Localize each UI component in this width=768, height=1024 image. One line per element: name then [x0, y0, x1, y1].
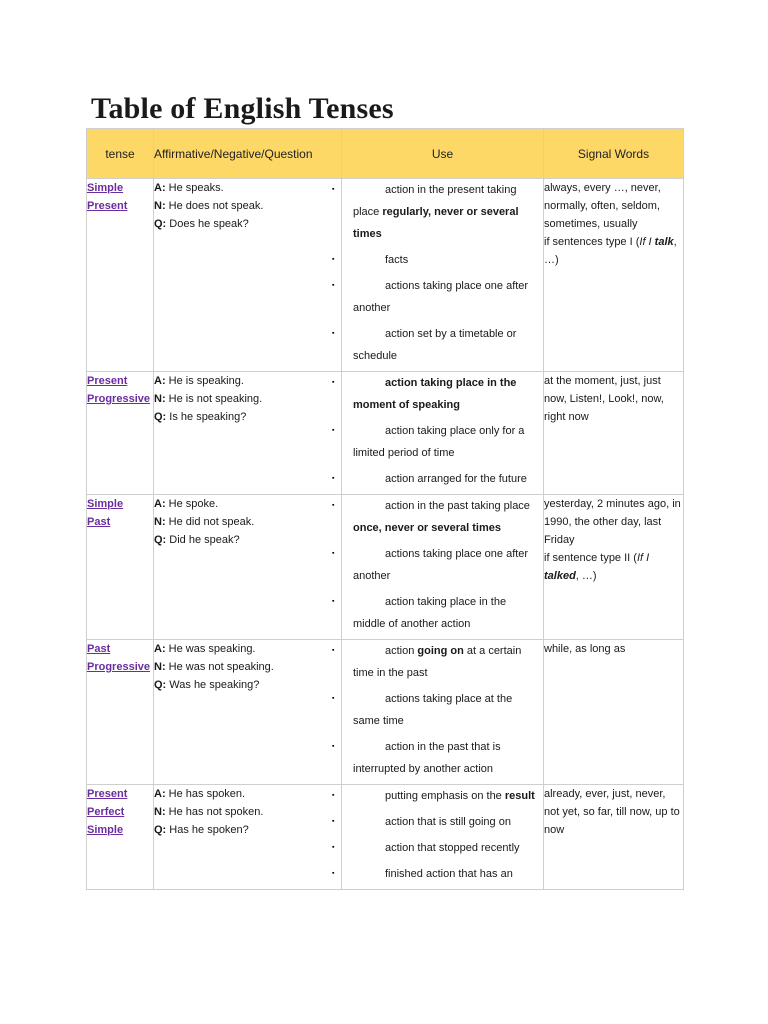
- form-label: Q:: [154, 679, 167, 691]
- use-text: action taking place in the middle of another action: [353, 596, 507, 630]
- use-text: actions taking place one after another: [353, 280, 529, 314]
- use-cell: [332, 640, 544, 785]
- signal-words: always, every …, never, normally, often, seldom, sometimes, usually: [544, 182, 661, 230]
- page-title: Table of English Tenses: [91, 92, 394, 125]
- tense-cell: [87, 785, 154, 890]
- forms-cell: [154, 785, 342, 890]
- bullet-icon: ▪: [332, 330, 335, 337]
- form-text: He is not speaking.: [165, 393, 263, 405]
- tense-cell: [87, 640, 154, 785]
- question-form: [154, 408, 341, 426]
- use-text: action that stopped recently: [385, 842, 520, 854]
- bullet-icon: ▪: [332, 550, 335, 557]
- bullet-icon: ▪: [332, 186, 335, 193]
- forms-cell: [154, 495, 342, 640]
- form-label: N:: [154, 661, 166, 673]
- list-item: [332, 640, 543, 688]
- table-row: [87, 785, 684, 890]
- tense-link[interactable]: Simple Present: [87, 182, 128, 212]
- use-text: at a certain time in the past: [353, 645, 522, 679]
- forms-cell: [154, 372, 342, 495]
- signal-words: already, ever, just, never, not yet, so far, till now, up to now: [544, 788, 680, 836]
- list-item: [332, 372, 543, 420]
- use-text: actions taking place one after another: [353, 548, 529, 582]
- affirmative-form: [154, 179, 341, 197]
- tense-link[interactable]: Present Perfect Simple: [87, 788, 128, 836]
- use-cell: [332, 179, 544, 372]
- affirmative-form: [154, 372, 341, 390]
- use-text: action arranged for the future: [385, 473, 527, 485]
- form-text: He is speaking.: [165, 375, 244, 387]
- use-text-bold: action taking place in the moment of speaking: [353, 377, 517, 411]
- header-tense: tense: [87, 129, 154, 179]
- question-form: [154, 531, 341, 549]
- list-item: [332, 785, 543, 811]
- signal-words-cell: [544, 495, 684, 640]
- tense-link[interactable]: Simple Past: [87, 498, 124, 528]
- list-item: [332, 837, 543, 863]
- list-item: [332, 736, 543, 784]
- use-text: action taking place only for a limited period of time: [353, 425, 525, 459]
- list-item: [332, 420, 543, 468]
- form-label: Q:: [154, 824, 167, 836]
- question-form: [154, 215, 341, 233]
- form-text: Has he spoken?: [166, 824, 249, 836]
- bullet-icon: ▪: [332, 282, 335, 289]
- use-list: [332, 372, 543, 494]
- bullet-icon: ▪: [332, 475, 335, 482]
- bullet-icon: ▪: [332, 792, 335, 799]
- form-label: N:: [154, 806, 166, 818]
- form-text: He does not speak.: [165, 200, 264, 212]
- use-text: finished action that has an: [385, 868, 513, 880]
- bullet-icon: ▪: [332, 598, 335, 605]
- header-signal-words: Signal Words: [544, 129, 684, 179]
- use-text: action that is still going on: [385, 816, 511, 828]
- form-text: Is he speaking?: [166, 411, 247, 423]
- use-text: action in the present taking place: [353, 184, 517, 218]
- use-text: action set by a timetable or schedule: [353, 328, 517, 362]
- use-list: [332, 785, 543, 889]
- signal-words: while, as long as: [544, 643, 626, 655]
- use-text: action in the past that is interrupted by another action: [353, 741, 501, 775]
- use-cell: [332, 495, 544, 640]
- signal-words: yesterday, 2 minutes ago, in 1990, the other day, last Friday: [544, 498, 681, 546]
- negative-form: [154, 658, 341, 676]
- form-label: N:: [154, 393, 166, 405]
- form-text: He has not spoken.: [165, 806, 264, 818]
- negative-form: [154, 197, 341, 215]
- bullet-icon: ▪: [332, 844, 335, 851]
- header-use: Use: [342, 129, 544, 179]
- form-text: He spoke.: [165, 498, 219, 510]
- list-item: [332, 591, 543, 639]
- signal-words-cell: [544, 785, 684, 890]
- bullet-icon: ▪: [332, 379, 335, 386]
- table-row: [87, 640, 684, 785]
- bullet-icon: ▪: [332, 427, 335, 434]
- list-item: [332, 179, 543, 249]
- list-item: [332, 275, 543, 323]
- use-text-bold: going on: [417, 645, 464, 657]
- form-label: N:: [154, 516, 166, 528]
- affirmative-form: [154, 640, 341, 658]
- use-text: facts: [385, 254, 409, 266]
- tense-link[interactable]: Present Progressive: [87, 375, 150, 405]
- use-cell: [332, 785, 544, 890]
- negative-form: [154, 513, 341, 531]
- signal-words-cell: [544, 640, 684, 785]
- use-text: action in the past taking place: [385, 500, 530, 512]
- conditional-note: if sentence type II (If I talked, …): [544, 552, 650, 582]
- bullet-icon: ▪: [332, 743, 335, 750]
- table-row: [87, 372, 684, 495]
- bullet-icon: ▪: [332, 647, 335, 654]
- use-text-bold: regularly, never or several times: [353, 206, 519, 240]
- conditional-note: if sentences type I (If I talk, …): [544, 236, 677, 266]
- forms-cell: [154, 640, 342, 785]
- list-item: [332, 249, 543, 275]
- question-form: [154, 676, 341, 694]
- list-item: [332, 468, 543, 494]
- affirmative-form: [154, 785, 341, 803]
- tense-cell: [87, 372, 154, 495]
- form-text: He speaks.: [165, 182, 224, 194]
- use-text: action: [385, 645, 418, 657]
- negative-form: [154, 803, 341, 821]
- affirmative-form: [154, 495, 341, 513]
- bullet-icon: ▪: [332, 256, 335, 263]
- form-text: He was not speaking.: [165, 661, 274, 673]
- form-label: A:: [154, 182, 166, 194]
- use-text-bold: result: [504, 790, 535, 802]
- form-label: Q:: [154, 534, 167, 546]
- bullet-icon: ▪: [332, 818, 335, 825]
- list-item: [332, 323, 543, 371]
- list-item: [332, 811, 543, 837]
- tense-cell: [87, 179, 154, 372]
- form-text: He did not speak.: [165, 516, 255, 528]
- question-form: [154, 821, 341, 839]
- use-list: [332, 495, 543, 639]
- use-text: actions taking place at the same time: [353, 693, 513, 727]
- bullet-icon: ▪: [332, 502, 335, 509]
- tense-cell: [87, 495, 154, 640]
- form-label: Q:: [154, 411, 167, 423]
- tenses-table: [86, 128, 684, 890]
- signal-words-cell: [544, 372, 684, 495]
- list-item: [332, 495, 543, 543]
- table-header-row: [87, 129, 684, 179]
- negative-form: [154, 390, 341, 408]
- form-text: Does he speak?: [166, 218, 249, 230]
- list-item: [332, 543, 543, 591]
- table-row: [87, 179, 684, 372]
- header-forms: Affirmative/Negative/Question: [154, 129, 342, 179]
- form-text: Did he speak?: [166, 534, 240, 546]
- form-label: A:: [154, 375, 166, 387]
- use-list: [332, 179, 543, 371]
- form-text: Was he speaking?: [166, 679, 260, 691]
- use-cell: [332, 372, 544, 495]
- signal-words-cell: [544, 179, 684, 372]
- bullet-icon: ▪: [332, 695, 335, 702]
- form-text: He was speaking.: [165, 643, 256, 655]
- form-label: N:: [154, 200, 166, 212]
- form-label: A:: [154, 788, 166, 800]
- list-item: [332, 863, 543, 889]
- use-text-bold: once, never or several times: [353, 522, 501, 534]
- tense-link[interactable]: Past Progressive: [87, 643, 150, 673]
- forms-cell: [154, 179, 342, 372]
- table-row: [87, 495, 684, 640]
- use-text: putting emphasis on the: [385, 790, 505, 802]
- use-list: [332, 640, 543, 784]
- list-item: [332, 688, 543, 736]
- form-text: He has spoken.: [165, 788, 246, 800]
- signal-words: at the moment, just, just now, Listen!, Look!, now, right now: [544, 375, 664, 423]
- form-label: A:: [154, 498, 166, 510]
- bullet-icon: ▪: [332, 870, 335, 877]
- form-label: Q:: [154, 218, 167, 230]
- form-label: A:: [154, 643, 166, 655]
